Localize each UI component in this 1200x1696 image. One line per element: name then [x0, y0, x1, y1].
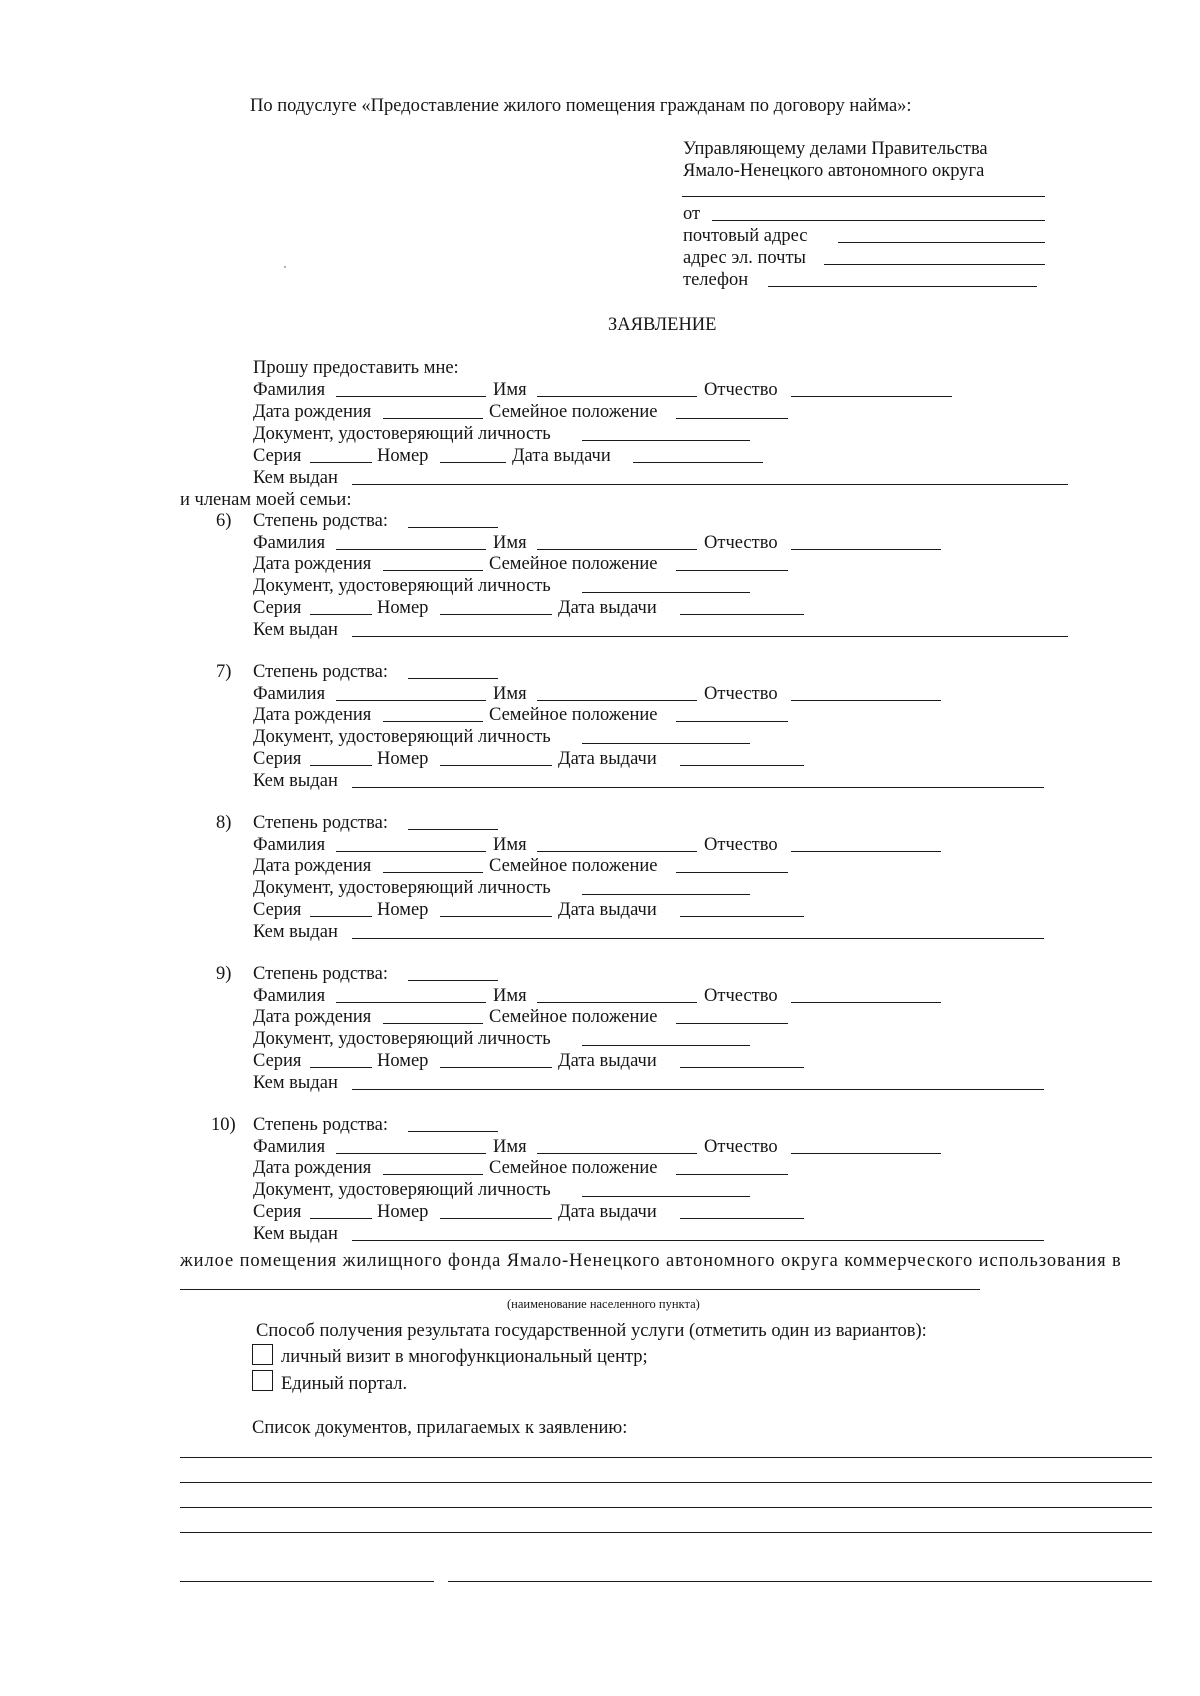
applicant-number-label: Номер — [377, 446, 429, 466]
subservice-heading: По подуслуге «Предоставление жилого помещения гражданам по договору найма»: — [250, 96, 912, 116]
member-1-kinship-field[interactable] — [408, 527, 498, 528]
member-3-number: 8) — [216, 813, 232, 833]
applicant-issued-by-field[interactable] — [352, 484, 1068, 485]
member-5-name-field[interactable] — [537, 1153, 697, 1154]
member-4-number-label: Номер — [377, 1051, 429, 1071]
postal-address-field[interactable] — [838, 242, 1045, 243]
member-4-issued-by-field[interactable] — [352, 1089, 1044, 1090]
member-2-birth-date-label: Дата рождения — [253, 705, 372, 725]
member-2-number-label: Номер — [377, 749, 429, 769]
member-1-number: 6) — [216, 511, 232, 531]
locality-caption: (наименование населенного пункта) — [507, 1297, 700, 1311]
member-3-patronymic-label: Отчество — [704, 835, 778, 855]
applicant-series-label: Серия — [253, 446, 302, 466]
locality-field[interactable] — [180, 1289, 980, 1290]
member-1-number-field[interactable] — [440, 614, 552, 615]
email-field[interactable] — [824, 264, 1045, 265]
member-3-name-field[interactable] — [537, 851, 697, 852]
applicant-issue-date-label: Дата выдачи — [512, 446, 611, 466]
member-1-surname-label: Фамилия — [253, 533, 326, 553]
member-3-patronymic-field[interactable] — [791, 851, 941, 852]
member-4-patronymic-label: Отчество — [704, 986, 778, 1006]
member-4-id-doc-field[interactable] — [582, 1045, 750, 1046]
member-1-kinship-label: Степень родства: — [253, 511, 388, 531]
applicant-id-doc-label: Документ, удостоверяющий личность — [253, 424, 551, 444]
member-1-issued-by-field[interactable] — [352, 636, 1068, 637]
documents-line-4[interactable] — [180, 1532, 1152, 1533]
member-3-marital-field[interactable] — [676, 872, 788, 873]
addressee-line-1: Управляющему делами Правительства — [683, 139, 988, 159]
member-4-kinship-field[interactable] — [408, 980, 498, 981]
member-1-birth-date-label: Дата рождения — [253, 554, 372, 574]
applicant-surname-field[interactable] — [336, 396, 486, 397]
option-checkbox-mfc[interactable] — [252, 1344, 273, 1365]
member-4-series-field[interactable] — [310, 1067, 372, 1068]
member-2-surname-label: Фамилия — [253, 684, 326, 704]
member-2-number: 7) — [216, 662, 232, 682]
member-1-name-label: Имя — [493, 533, 527, 553]
document-title: ЗАЯВЛЕНИЕ — [608, 315, 717, 335]
member-5-number-label: Номер — [377, 1202, 429, 1222]
member-2-number-field[interactable] — [440, 765, 552, 766]
applicant-intro: Прошу предоставить мне: — [253, 358, 459, 378]
applicant-number-field[interactable] — [440, 462, 506, 463]
member-4-series-label: Серия — [253, 1051, 302, 1071]
option-label-portal: Единый портал. — [281, 1374, 408, 1394]
documents-line-1[interactable] — [180, 1457, 1152, 1458]
member-3-issue-date-field[interactable] — [680, 916, 804, 917]
member-1-birth-date-field[interactable] — [383, 570, 483, 571]
member-2-issue-date-label: Дата выдачи — [558, 749, 657, 769]
from-field[interactable] — [712, 220, 1045, 221]
member-1-name-field[interactable] — [537, 549, 697, 550]
member-1-patronymic-label: Отчество — [704, 533, 778, 553]
member-3-kinship-field[interactable] — [408, 829, 498, 830]
member-5-number-field[interactable] — [440, 1218, 552, 1219]
member-5-marital-field[interactable] — [676, 1174, 788, 1175]
member-1-id-doc-label: Документ, удостоверяющий личность — [253, 576, 551, 596]
member-4-id-doc-label: Документ, удостоверяющий личность — [253, 1029, 551, 1049]
member-5-marital-label: Семейное положение — [489, 1158, 658, 1178]
phone-label: телефон — [683, 270, 749, 290]
member-1-issue-date-field[interactable] — [680, 614, 804, 615]
member-5-series-label: Серия — [253, 1202, 302, 1222]
member-4-birth-date-field[interactable] — [383, 1023, 483, 1024]
member-5-kinship-label: Степень родства: — [253, 1115, 388, 1135]
member-3-surname-label: Фамилия — [253, 835, 326, 855]
member-5-id-doc-label: Документ, удостоверяющий личность — [253, 1180, 551, 1200]
applicant-marital-field[interactable] — [676, 418, 788, 419]
applicant-birth-date-field[interactable] — [383, 418, 483, 419]
family-intro: и членам моей семьи: — [180, 490, 352, 510]
member-3-series-field[interactable] — [310, 916, 372, 917]
applicant-issue-date-field[interactable] — [633, 462, 763, 463]
member-1-marital-label: Семейное положение — [489, 554, 658, 574]
member-2-patronymic-field[interactable] — [791, 700, 941, 701]
member-4-marital-field[interactable] — [676, 1023, 788, 1024]
member-1-marital-field[interactable] — [676, 570, 788, 571]
member-5-issued-by-field[interactable] — [352, 1240, 1044, 1241]
member-3-number-label: Номер — [377, 900, 429, 920]
applicant-series-field[interactable] — [310, 462, 372, 463]
member-2-id-doc-field[interactable] — [582, 743, 750, 744]
member-4-issue-date-label: Дата выдачи — [558, 1051, 657, 1071]
result-method-title: Способ получения результата государственной услуги (отметить один из вариантов): — [256, 1321, 927, 1341]
phone-field[interactable] — [768, 286, 1037, 287]
member-2-issue-date-field[interactable] — [680, 765, 804, 766]
member-3-surname-field[interactable] — [336, 851, 486, 852]
member-2-surname-field[interactable] — [336, 700, 486, 701]
member-2-marital-field[interactable] — [676, 721, 788, 722]
option-label-mfc: личный визит в многофункциональный центр; — [281, 1347, 648, 1367]
documents-line-3[interactable] — [180, 1507, 1152, 1508]
member-5-patronymic-label: Отчество — [704, 1137, 778, 1157]
member-4-number: 9) — [216, 964, 232, 984]
member-3-series-label: Серия — [253, 900, 302, 920]
member-2-series-field[interactable] — [310, 765, 372, 766]
member-5-issue-date-field[interactable] — [680, 1218, 804, 1219]
applicant-name-field[interactable] — [537, 396, 697, 397]
member-5-series-field[interactable] — [310, 1218, 372, 1219]
addressee-line-2: Ямало-Ненецкого автономного округа — [683, 161, 985, 181]
member-3-issued-by-label: Кем выдан — [253, 922, 338, 942]
applicant-id-doc-field[interactable] — [582, 440, 750, 441]
member-3-id-doc-label: Документ, удостоверяющий личность — [253, 878, 551, 898]
member-5-kinship-field[interactable] — [408, 1131, 498, 1132]
postal-address-label: почтовый адрес — [683, 226, 808, 246]
option-checkbox-portal[interactable] — [252, 1370, 273, 1391]
signature-field[interactable] — [448, 1581, 1152, 1582]
email-label: адрес эл. почты — [683, 248, 806, 268]
member-4-number-field[interactable] — [440, 1067, 552, 1068]
member-3-birth-date-label: Дата рождения — [253, 856, 372, 876]
addressee-blank-line[interactable] — [682, 196, 1045, 197]
member-2-id-doc-label: Документ, удостоверяющий личность — [253, 727, 551, 747]
member-5-surname-field[interactable] — [336, 1153, 486, 1154]
applicant-surname-label: Фамилия — [253, 380, 326, 400]
member-2-kinship-field[interactable] — [408, 678, 498, 679]
member-4-issued-by-label: Кем выдан — [253, 1073, 338, 1093]
documents-line-2[interactable] — [180, 1482, 1152, 1483]
member-1-id-doc-field[interactable] — [582, 592, 750, 593]
member-5-birth-date-label: Дата рождения — [253, 1158, 372, 1178]
member-4-birth-date-label: Дата рождения — [253, 1007, 372, 1027]
member-4-surname-field[interactable] — [336, 1002, 486, 1003]
member-1-issued-by-label: Кем выдан — [253, 620, 338, 640]
member-2-marital-label: Семейное положение — [489, 705, 658, 725]
member-2-name-field[interactable] — [537, 700, 697, 701]
member-2-series-label: Серия — [253, 749, 302, 769]
member-1-number-label: Номер — [377, 598, 429, 618]
member-1-patronymic-field[interactable] — [791, 549, 941, 550]
applicant-marital-label: Семейное положение — [489, 402, 658, 422]
member-5-patronymic-field[interactable] — [791, 1153, 941, 1154]
applicant-name-label: Имя — [493, 380, 527, 400]
scan-speck — [284, 266, 286, 268]
member-5-name-label: Имя — [493, 1137, 527, 1157]
member-4-name-label: Имя — [493, 986, 527, 1006]
member-3-issued-by-field[interactable] — [352, 938, 1044, 939]
member-2-issued-by-label: Кем выдан — [253, 771, 338, 791]
applicant-patronymic-field[interactable] — [791, 396, 952, 397]
member-4-issue-date-field[interactable] — [680, 1067, 804, 1068]
member-1-issue-date-label: Дата выдачи — [558, 598, 657, 618]
applicant-patronymic-label: Отчество — [704, 380, 778, 400]
member-3-birth-date-field[interactable] — [383, 872, 483, 873]
documents-title: Список документов, прилагаемых к заявлению: — [252, 1418, 628, 1438]
from-label: от — [683, 204, 701, 224]
member-2-birth-date-field[interactable] — [383, 721, 483, 722]
member-1-series-label: Серия — [253, 598, 302, 618]
member-5-issue-date-label: Дата выдачи — [558, 1202, 657, 1222]
member-5-issued-by-label: Кем выдан — [253, 1224, 338, 1244]
member-4-patronymic-field[interactable] — [791, 1002, 941, 1003]
housing-text: жилое помещения жилищного фонда Ямало-Ненецкого автономного округа коммерческого использования в — [180, 1251, 1122, 1271]
member-3-number-field[interactable] — [440, 916, 552, 917]
member-5-surname-label: Фамилия — [253, 1137, 326, 1157]
member-2-kinship-label: Степень родства: — [253, 662, 388, 682]
member-4-name-field[interactable] — [537, 1002, 697, 1003]
member-3-kinship-label: Степень родства: — [253, 813, 388, 833]
member-3-id-doc-field[interactable] — [582, 894, 750, 895]
member-3-marital-label: Семейное положение — [489, 856, 658, 876]
applicant-issued-by-label: Кем выдан — [253, 468, 338, 488]
member-5-number: 10) — [211, 1115, 236, 1135]
signature-date-field[interactable] — [180, 1581, 434, 1582]
member-2-name-label: Имя — [493, 684, 527, 704]
member-4-marital-label: Семейное положение — [489, 1007, 658, 1027]
applicant-birth-date-label: Дата рождения — [253, 402, 372, 422]
member-1-series-field[interactable] — [310, 614, 372, 615]
member-2-issued-by-field[interactable] — [352, 787, 1044, 788]
member-5-birth-date-field[interactable] — [383, 1174, 483, 1175]
member-1-surname-field[interactable] — [336, 549, 486, 550]
member-4-surname-label: Фамилия — [253, 986, 326, 1006]
member-4-kinship-label: Степень родства: — [253, 964, 388, 984]
member-3-issue-date-label: Дата выдачи — [558, 900, 657, 920]
member-3-name-label: Имя — [493, 835, 527, 855]
member-2-patronymic-label: Отчество — [704, 684, 778, 704]
member-5-id-doc-field[interactable] — [582, 1196, 750, 1197]
